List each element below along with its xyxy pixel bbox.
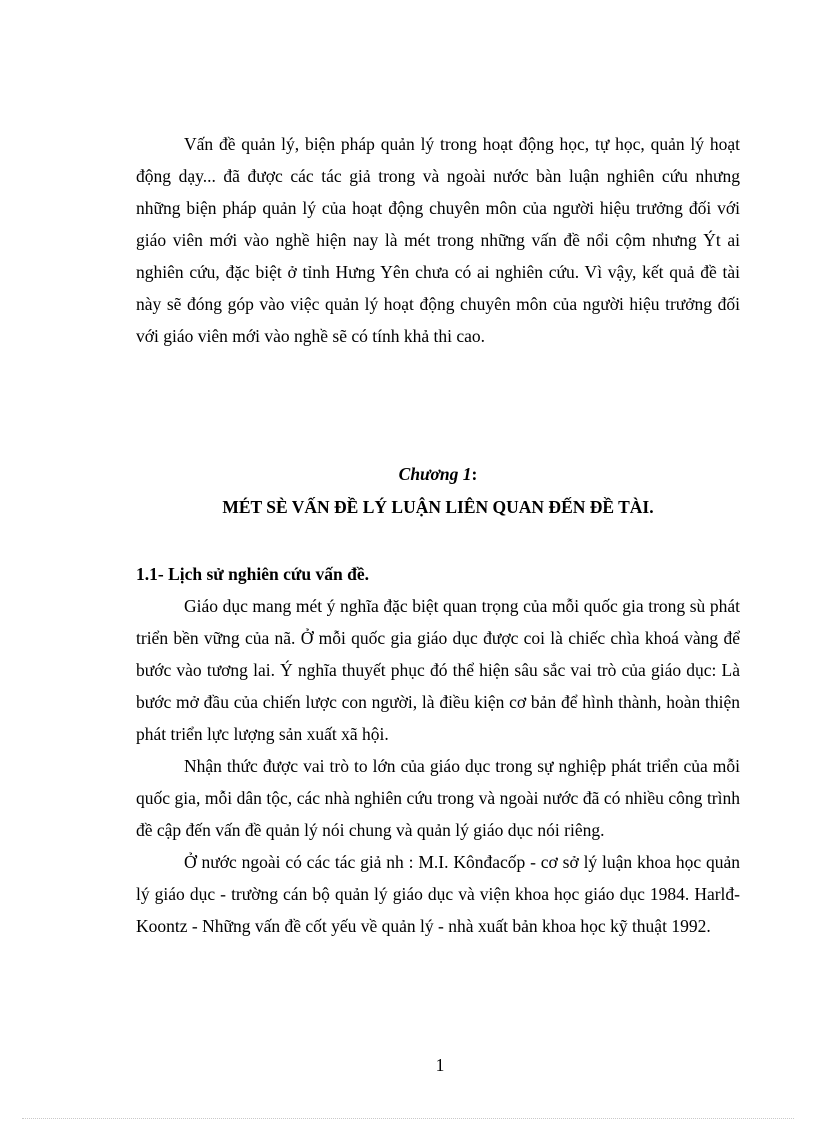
chapter-label-colon: : [471,464,478,484]
intro-paragraph: Vấn đề quản lý, biện pháp quản lý trong hoạt động học, tự học, quản lý hoạt động dạy... đã được các tác giả trong và ngoài nước bàn luận nghiên cứu nhưng những biện pháp quản lý của hoạt động chuyên môn của người hiệu trưởng đối với giáo viên mới vào nghề hiện nay là mét trong những vấn đề nổi cộm nhưng Ýt ai nghiên cứu, đặc biệt ở tỉnh Hưng Yên chưa có ai nghiên cứu. Vì vậy, kết quả đề tài này sẽ đóng góp vào việc quản lý hoạt động chuyên môn của người hiệu trưởng đối với giáo viên mới vào nghề sẽ có tính khả thi cao. [136,134,740,346]
chapter-title: MÉT SÈ VẤN ĐỀ LÝ LUẬN LIÊN QUAN ĐẾN ĐỀ TÀI. [222,497,654,517]
section-heading: 1.1- Lịch sử nghiên cứu vấn đề. [136,564,369,584]
chapter-label [136,460,740,488]
intro-block [136,128,740,352]
section-block [136,558,740,942]
page-bottom-divider [22,1118,794,1119]
chapter-label-text: Chương 1 [398,464,472,484]
section-paragraph-2: Nhận thức được vai trò to lớn của giáo dục trong sự nghiệp phát triển của mỗi quốc gia, mỗi dân tộc, các nhà nghiên cứu trong và ngoài nước đã có nhiều công trình đề cập đến vấn đề quản lý nói chung và quản lý giáo dục nói riêng. [136,756,740,840]
section-paragraph-3: Ở nước ngoài có các tác giả nh : M.I. Kônđacốp - cơ sở lý luận khoa học quản lý giáo dục - trường cán bộ quản lý giáo dục và viện khoa học giáo dục 1984. Harlđ- Koontz - Những vấn đề cốt yếu về quản lý - nhà xuất bản khoa học kỹ thuật 1992. [136,852,740,936]
page-number: 1 [435,1055,445,1075]
section-paragraph-1: Giáo dục mang mét ý nghĩa đặc biệt quan trọng của mỗi quốc gia trong sù phát triển bền vững của nã. Ở mỗi quốc gia giáo dục được coi là chiếc chìa khoá vàng để bước vào tương lai. Ý nghĩa thuyết phục đó thể hiện sâu sắc vai trò của giáo dục: Là bước mở đầu của chiến lược con người, là điều kiện cơ bản để hình thành, hoàn thiện phát triển lực lượng sản xuất xã hội. [136,596,740,744]
